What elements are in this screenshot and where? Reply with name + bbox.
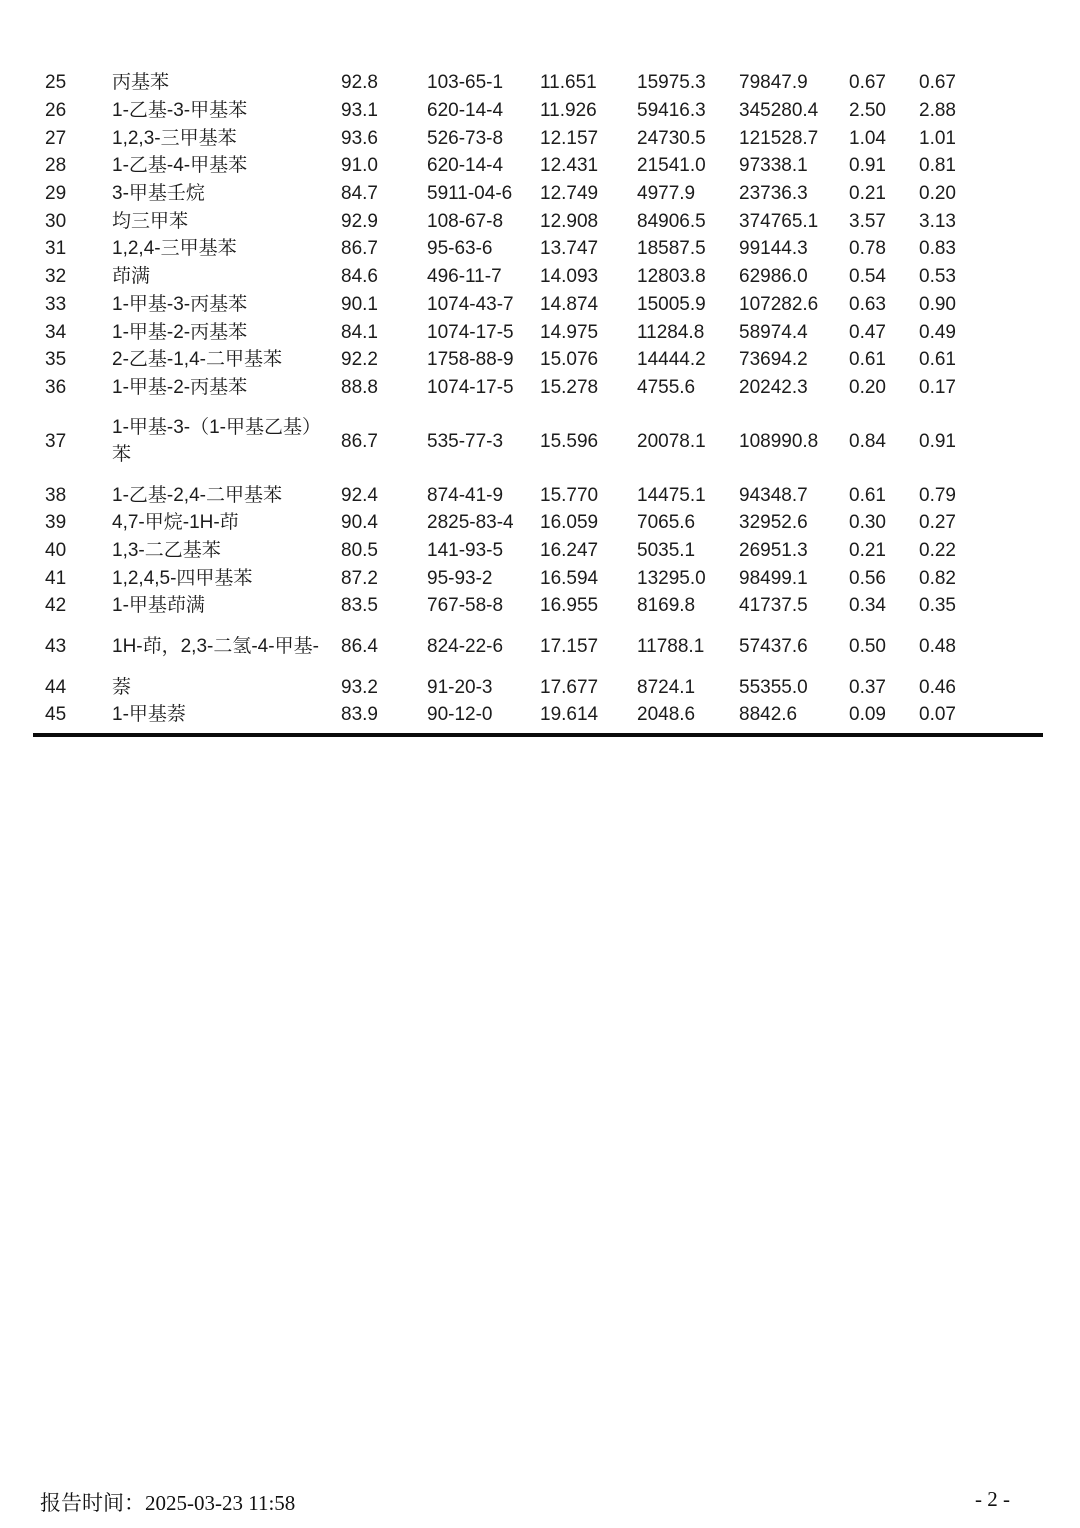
peak-area-value: 107282.6: [739, 293, 819, 315]
percent-value-2: 0.91: [919, 430, 956, 452]
retention-time: 11.651: [540, 72, 597, 94]
percent-value-2: 0.79: [919, 484, 956, 506]
compound-name: 丙基苯: [112, 72, 170, 94]
compound-name: 1-甲基-3-（1-甲基乙基）苯: [112, 417, 322, 466]
percent-value-2: 0.61: [919, 349, 956, 371]
match-quality: 93.6: [341, 127, 378, 149]
row-number: 38: [45, 484, 67, 506]
peak-area-value: 99144.3: [739, 238, 808, 260]
percent-value-2: 0.22: [919, 539, 956, 561]
row-number: 41: [45, 567, 67, 589]
compound-name: 1-甲基-2-丙基苯: [112, 376, 248, 398]
table-row: [33, 319, 1043, 347]
retention-time: 19.614: [540, 704, 599, 726]
peak-area-value: 345280.4: [739, 100, 819, 122]
percent-value-2: 0.27: [919, 512, 956, 534]
percent-value-1: 0.54: [849, 266, 886, 288]
percent-value-1: 0.67: [849, 72, 886, 94]
peak-height-value: 12803.8: [637, 266, 706, 288]
cas-number: 767-58-8: [427, 595, 504, 617]
cas-number: 103-65-1: [427, 72, 504, 94]
cas-number: 141-93-5: [427, 539, 504, 561]
cas-number: 874-41-9: [427, 484, 504, 506]
retention-time: 15.596: [540, 430, 599, 452]
cas-number: 535-77-3: [427, 430, 504, 452]
percent-value-1: 0.56: [849, 567, 886, 589]
percent-value-2: 2.88: [919, 100, 956, 122]
cas-number: 620-14-4: [427, 155, 504, 177]
percent-value-2: 0.35: [919, 595, 956, 617]
compound-name: 1-乙基-3-甲基苯: [112, 100, 248, 122]
peak-height-value: 8169.8: [637, 595, 696, 617]
peak-height-value: 14475.1: [637, 484, 706, 506]
match-quality: 92.4: [341, 484, 378, 506]
row-number: 28: [45, 155, 67, 177]
peak-height-value: 18587.5: [637, 238, 706, 260]
row-number: 36: [45, 376, 67, 398]
compound-name: 1H-茚，2,3-二氢-4-甲基-: [112, 635, 319, 657]
match-quality: 83.5: [341, 595, 378, 617]
match-quality: 84.6: [341, 266, 378, 288]
row-number: 43: [45, 635, 67, 657]
retention-time: 17.677: [540, 676, 599, 698]
match-quality: 93.1: [341, 100, 378, 122]
compound-name: 4,7-甲烷-1H-茚: [112, 512, 239, 534]
page-number: - 2 -: [975, 1487, 1010, 1511]
peak-height-value: 84906.5: [637, 210, 706, 232]
row-number: 44: [45, 676, 67, 698]
cas-number: 1074-17-5: [427, 321, 514, 343]
retention-time: 14.975: [540, 321, 599, 343]
percent-value-1: 3.57: [849, 210, 886, 232]
match-quality: 93.2: [341, 676, 378, 698]
table-row: [33, 347, 1043, 375]
cas-number: 496-11-7: [427, 266, 502, 288]
compound-name: 1,3-二乙基苯: [112, 539, 221, 561]
peak-area-value: 55355.0: [739, 676, 808, 698]
peak-height-value: 7065.6: [637, 512, 696, 534]
match-quality: 87.2: [341, 567, 378, 589]
percent-value-2: 3.13: [919, 210, 956, 232]
percent-value-1: 1.04: [849, 127, 886, 149]
retention-time: 16.594: [540, 567, 599, 589]
match-quality: 88.8: [341, 376, 378, 398]
match-quality: 84.7: [341, 183, 378, 205]
cas-number: 1758-88-9: [427, 349, 514, 371]
compound-name: 1-甲基萘: [112, 704, 186, 726]
table-row: [33, 402, 1043, 482]
peak-area-value: 26951.3: [739, 539, 808, 561]
match-quality: 90.1: [341, 293, 378, 315]
retention-time: 15.076: [540, 349, 599, 371]
percent-value-1: 0.47: [849, 321, 886, 343]
percent-value-2: 0.53: [919, 266, 956, 288]
row-number: 33: [45, 293, 67, 315]
match-quality: 84.1: [341, 321, 378, 343]
cas-number: 824-22-6: [427, 635, 504, 657]
retention-time: 13.747: [540, 238, 599, 260]
peak-height-value: 4755.6: [637, 376, 696, 398]
row-number: 25: [45, 72, 67, 94]
peak-area-value: 8842.6: [739, 704, 798, 726]
match-quality: 86.4: [341, 635, 378, 657]
table-row: [33, 674, 1043, 702]
peak-height-value: 20078.1: [637, 430, 706, 452]
retention-time: 14.874: [540, 293, 599, 315]
table-row: [33, 208, 1043, 236]
compound-name: 茚满: [112, 266, 151, 288]
cas-number: 95-93-2: [427, 567, 493, 589]
percent-value-2: 0.90: [919, 293, 956, 315]
peak-area-value: 98499.1: [739, 567, 808, 589]
row-number: 27: [45, 127, 67, 149]
percent-value-1: 0.50: [849, 635, 886, 657]
table-row: [33, 181, 1043, 209]
percent-value-1: 0.61: [849, 484, 886, 506]
row-number: 32: [45, 266, 67, 288]
compound-name: 2-乙基-1,4-二甲基苯: [112, 349, 282, 371]
percent-value-1: 0.34: [849, 595, 886, 617]
compound-name: 1,2,4-三甲基苯: [112, 238, 237, 260]
peak-area-value: 62986.0: [739, 266, 808, 288]
table-row: [33, 292, 1043, 320]
percent-value-1: 0.84: [849, 430, 886, 452]
table-row: [33, 70, 1043, 98]
peak-area-value: 121528.7: [739, 127, 819, 149]
peak-area-value: 20242.3: [739, 376, 808, 398]
peak-area-value: 41737.5: [739, 595, 808, 617]
compound-name: 1-甲基茚满: [112, 595, 205, 617]
retention-time: 16.059: [540, 512, 599, 534]
table-row: [33, 538, 1043, 566]
compound-name: 1-乙基-4-甲基苯: [112, 155, 248, 177]
peak-height-value: 15975.3: [637, 72, 706, 94]
peak-height-value: 15005.9: [637, 293, 706, 315]
percent-value-1: 0.91: [849, 155, 886, 177]
cas-number: 108-67-8: [427, 210, 504, 232]
match-quality: 83.9: [341, 704, 378, 726]
report-time-value: 2025-03-23 11:58: [145, 1491, 296, 1515]
compound-name: 萘: [112, 676, 132, 698]
cas-number: 2825-83-4: [427, 512, 514, 534]
report-time-label: 报告时间：: [40, 1491, 145, 1515]
match-quality: 91.0: [341, 155, 378, 177]
table-row: [33, 593, 1043, 621]
match-quality: 86.7: [341, 238, 378, 260]
table-row: [33, 153, 1043, 181]
percent-value-2: 0.81: [919, 155, 956, 177]
row-number: 31: [45, 238, 67, 260]
peak-height-value: 13295.0: [637, 567, 706, 589]
row-number: 30: [45, 210, 67, 232]
percent-value-1: 0.09: [849, 704, 886, 726]
row-number: 39: [45, 512, 67, 534]
compound-name: 均三甲苯: [112, 210, 189, 232]
peak-area-value: 73694.2: [739, 349, 808, 371]
table-row: [33, 565, 1043, 593]
percent-value-1: 0.63: [849, 293, 886, 315]
percent-value-1: 0.37: [849, 676, 886, 698]
percent-value-2: 0.17: [919, 376, 956, 398]
row-number: 45: [45, 704, 67, 726]
table-row: [33, 621, 1043, 675]
compound-name: 1-甲基-3-丙基苯: [112, 293, 248, 315]
peak-height-value: 8724.1: [637, 676, 696, 698]
percent-value-2: 1.01: [919, 127, 956, 149]
match-quality: 90.4: [341, 512, 378, 534]
retention-time: 15.770: [540, 484, 599, 506]
compound-name: 1-甲基-2-丙基苯: [112, 321, 248, 343]
table-row: [33, 264, 1043, 292]
row-number: 34: [45, 321, 67, 343]
peak-area-value: 108990.8: [739, 430, 819, 452]
table-row: [33, 236, 1043, 264]
peak-area-value: 79847.9: [739, 72, 808, 94]
cas-number: 5911-04-6: [427, 183, 513, 205]
table-row: [33, 98, 1043, 126]
percent-value-2: 0.82: [919, 567, 956, 589]
retention-time: 11.926: [540, 100, 597, 122]
row-number: 26: [45, 100, 67, 122]
peak-height-value: 11788.1: [637, 635, 705, 657]
peak-area-value: 23736.3: [739, 183, 808, 205]
peak-area-value: 57437.6: [739, 635, 808, 657]
retention-time: 12.157: [540, 127, 599, 149]
percent-value-2: 0.67: [919, 72, 956, 94]
percent-value-2: 0.48: [919, 635, 956, 657]
cas-number: 1074-17-5: [427, 376, 514, 398]
row-number: 42: [45, 595, 67, 617]
cas-number: 620-14-4: [427, 100, 504, 122]
table-row: [33, 125, 1043, 153]
peak-area-value: 58974.4: [739, 321, 808, 343]
cas-number: 90-12-0: [427, 704, 493, 726]
peak-area-value: 374765.1: [739, 210, 819, 232]
percent-value-1: 0.20: [849, 376, 886, 398]
row-number: 29: [45, 183, 67, 205]
retention-time: 15.278: [540, 376, 599, 398]
percent-value-1: 0.30: [849, 512, 886, 534]
match-quality: 86.7: [341, 430, 378, 452]
row-number: 37: [45, 430, 67, 452]
cas-number: 526-73-8: [427, 127, 504, 149]
percent-value-2: 0.20: [919, 183, 956, 205]
peak-height-value: 2048.6: [637, 704, 696, 726]
row-number: 35: [45, 349, 67, 371]
peak-height-value: 59416.3: [637, 100, 706, 122]
compound-table: [33, 70, 1043, 737]
table-row: [33, 510, 1043, 538]
row-number: 40: [45, 539, 67, 561]
match-quality: 92.2: [341, 349, 378, 371]
compound-name: 1,2,4,5-四甲基苯: [112, 567, 253, 589]
percent-value-2: 0.49: [919, 321, 956, 343]
table-row: [33, 702, 1043, 730]
percent-value-1: 0.21: [849, 539, 886, 561]
percent-value-1: 0.78: [849, 238, 886, 260]
match-quality: 92.8: [341, 72, 378, 94]
match-quality: 92.9: [341, 210, 378, 232]
percent-value-1: 0.21: [849, 183, 886, 205]
peak-height-value: 21541.0: [637, 155, 706, 177]
match-quality: 80.5: [341, 539, 378, 561]
retention-time: 16.955: [540, 595, 599, 617]
compound-name: 3-甲基壬烷: [112, 183, 205, 205]
peak-area-value: 32952.6: [739, 512, 808, 534]
cas-number: 1074-43-7: [427, 293, 514, 315]
retention-time: 12.431: [540, 155, 599, 177]
report-time: [40, 1487, 295, 1517]
retention-time: 16.247: [540, 539, 599, 561]
peak-height-value: 11284.8: [637, 321, 705, 343]
peak-height-value: 4977.9: [637, 183, 696, 205]
table-row: [33, 482, 1043, 510]
compound-name: 1-乙基-2,4-二甲基苯: [112, 484, 282, 506]
compound-name: 1,2,3-三甲基苯: [112, 127, 237, 149]
cas-number: 95-63-6: [427, 238, 493, 260]
cas-number: 91-20-3: [427, 676, 493, 698]
peak-height-value: 5035.1: [637, 539, 696, 561]
peak-area-value: 97338.1: [739, 155, 808, 177]
percent-value-2: 0.07: [919, 704, 956, 726]
peak-height-value: 14444.2: [637, 349, 706, 371]
retention-time: 12.749: [540, 183, 599, 205]
percent-value-2: 0.46: [919, 676, 956, 698]
percent-value-1: 0.61: [849, 349, 886, 371]
percent-value-2: 0.83: [919, 238, 956, 260]
retention-time: 12.908: [540, 210, 599, 232]
percent-value-1: 2.50: [849, 100, 886, 122]
peak-area-value: 94348.7: [739, 484, 808, 506]
peak-height-value: 24730.5: [637, 127, 706, 149]
table-row: [33, 375, 1043, 403]
retention-time: 17.157: [540, 635, 599, 657]
retention-time: 14.093: [540, 266, 599, 288]
